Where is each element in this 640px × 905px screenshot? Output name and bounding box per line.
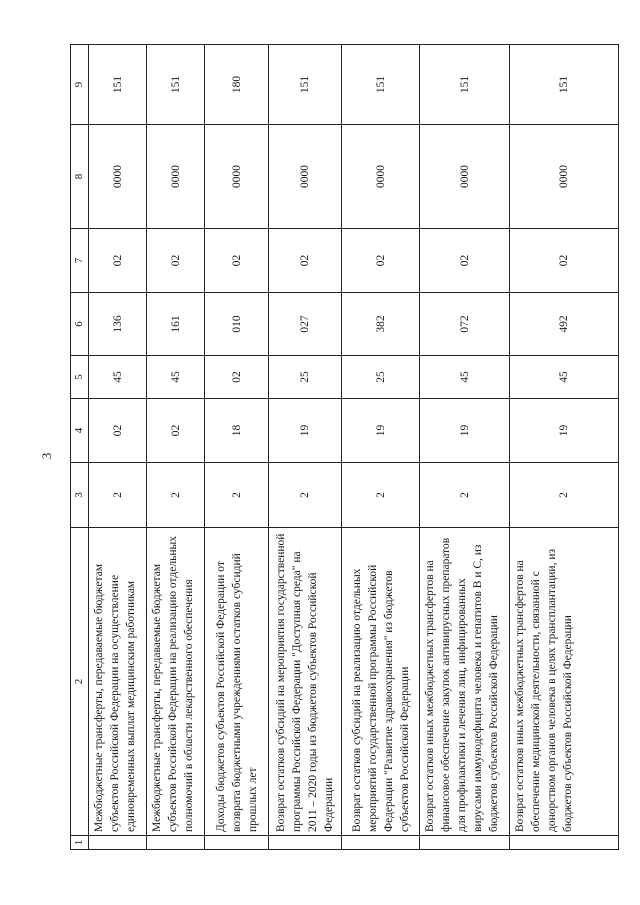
header-cell: 6 [71,293,89,356]
code-cell: 19 [510,399,619,463]
table-row [88,45,147,850]
table-row [420,45,510,850]
rotated-table-wrapper [70,45,619,850]
row-name-cell: Межбюджетные трансферты, передаваемые бюджетам субъектов Российской Федерации на осуществление единовременных выплат медицинским работникам [88,528,147,836]
code-cell: 180 [205,45,269,125]
code-cell: 02 [269,229,341,293]
code-cell: 382 [341,293,420,356]
code-cell: 492 [510,293,619,356]
code-cell: 45 [420,356,510,399]
code-cell: 151 [269,45,341,125]
header-cell: 2 [71,528,89,836]
row-name-cell: Возврат остатков субсидий на мероприятия государственной программы Российской Федерации "Доступная среда" на 2011 – 2020 годы из бюджетов субъектов Российской Федерации [269,528,341,836]
code-cell: 2 [88,463,147,528]
empty-cell [510,836,619,850]
code-cell: 19 [341,399,420,463]
table-row [147,45,205,850]
code-cell: 151 [147,45,205,125]
code-cell: 19 [269,399,341,463]
code-cell: 0000 [205,125,269,229]
code-cell: 02 [510,229,619,293]
table-row [269,45,341,850]
header-cell: 5 [71,356,89,399]
code-cell: 027 [269,293,341,356]
code-cell: 151 [510,45,619,125]
code-cell: 0000 [341,125,420,229]
code-cell: 2 [510,463,619,528]
code-cell: 45 [510,356,619,399]
code-cell: 0000 [269,125,341,229]
table-header-row [71,45,89,850]
row-name-cell: Возврат остатков иных межбюджетных трансфертов на обеспечение медицинской деятельности, связанной с донорством органов человека в целях трансплантации, из бюджетов субъектов Российской Федерации [510,528,619,836]
code-cell: 072 [420,293,510,356]
code-cell: 151 [341,45,420,125]
header-cell: 7 [71,229,89,293]
code-cell: 25 [269,356,341,399]
code-cell: 0000 [420,125,510,229]
code-cell: 02 [205,356,269,399]
code-cell: 02 [147,229,205,293]
empty-cell [147,836,205,850]
code-cell: 0000 [88,125,147,229]
code-cell: 2 [205,463,269,528]
header-cell: 9 [71,45,89,125]
code-cell: 151 [420,45,510,125]
empty-cell [205,836,269,850]
code-cell: 02 [420,229,510,293]
code-cell: 0000 [147,125,205,229]
code-cell: 45 [88,356,147,399]
code-cell: 2 [269,463,341,528]
code-cell: 010 [205,293,269,356]
code-cell: 2 [341,463,420,528]
code-cell: 25 [341,356,420,399]
row-name-cell: Доходы бюджетов субъектов Российской Федерации от возврата бюджетными учреждениями остатков субсидий прошлых лет [205,528,269,836]
table-row [510,45,619,850]
header-cell: 1 [71,836,89,850]
table-row [205,45,269,850]
row-name-cell: Межбюджетные трансферты, передаваемые бюджетам субъектов Российской Федерации на реализацию отдельных полномочий в области лекарственного обеспечения [147,528,205,836]
code-cell: 136 [88,293,147,356]
empty-cell [88,836,147,850]
code-cell: 2 [420,463,510,528]
code-cell: 02 [205,229,269,293]
code-cell: 02 [341,229,420,293]
code-cell: 45 [147,356,205,399]
code-cell: 02 [88,399,147,463]
code-cell: 151 [88,45,147,125]
row-name-cell: Возврат остатков иных межбюджетных трансфертов на финансовое обеспечение закупок антивирусных препаратов для профилактики и лечения лиц, инфицированных вирусами иммунодефицита человека и гепатитов В и С, из бюджетов субъектов Российской Федерации [420,528,510,836]
empty-cell [269,836,341,850]
budget-codes-table [70,44,619,850]
code-cell: 2 [147,463,205,528]
empty-cell [420,836,510,850]
code-cell: 161 [147,293,205,356]
code-cell: 02 [88,229,147,293]
header-cell: 3 [71,463,89,528]
row-name-cell: Возврат остатков субсидий на реализацию отдельных мероприятий государственной программы Российской Федерации "Развитие здравоохранения" из бюджетов субъектов Российской Федерации [341,528,420,836]
empty-cell [341,836,420,850]
code-cell: 19 [420,399,510,463]
code-cell: 18 [205,399,269,463]
header-cell: 8 [71,125,89,229]
page-number: 3 [39,452,54,460]
header-cell: 4 [71,399,89,463]
table-row [341,45,420,850]
code-cell: 02 [147,399,205,463]
code-cell: 0000 [510,125,619,229]
